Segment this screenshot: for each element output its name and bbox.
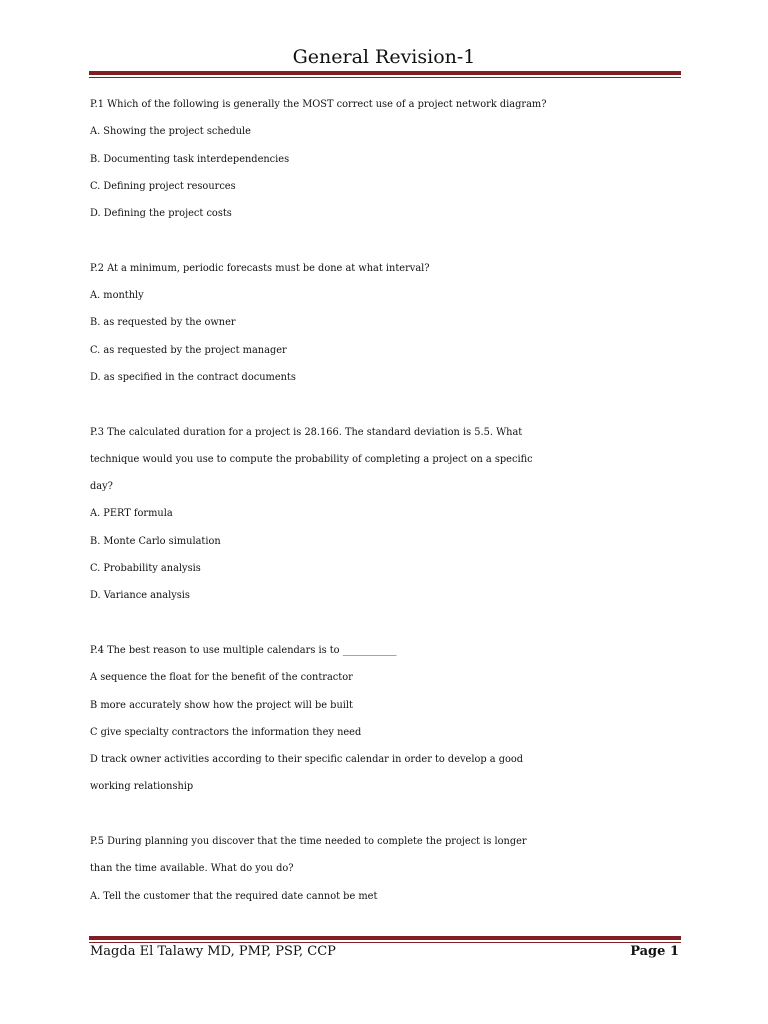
answer-option: B. as requested by the owner (90, 317, 236, 329)
answer-option: B. Documenting task interdependencies (90, 153, 290, 165)
question-text: technique would you use to compute the probability of completing a project on a specific (90, 453, 533, 465)
answer-option: A sequence the float for the benefit of the contractor (90, 672, 353, 684)
footer-rule (89, 936, 681, 943)
question-text: P.2 At a minimum, periodic forecasts must be done at what interval? (90, 262, 430, 274)
question-block (90, 255, 690, 391)
answer-option: working relationship (90, 781, 194, 793)
answer-option: A. Tell the customer that the required date cannot be met (90, 890, 378, 902)
answer-option: C. as requested by the project manager (90, 344, 287, 356)
document-body (90, 91, 690, 910)
answer-option: D. Defining the project costs (90, 208, 232, 220)
answer-option: A. monthly (90, 290, 144, 302)
page-title: General Revision-1 (292, 46, 476, 68)
question-block (90, 91, 690, 227)
answer-option: C. Probability analysis (90, 563, 201, 575)
answer-option: D. as specified in the contract documents (90, 371, 296, 383)
question-text: P.4 The best reason to use multiple calendars is to ___________ (90, 644, 397, 656)
answer-option: B more accurately show how the project will be built (90, 699, 353, 711)
answer-option: C give specialty contractors the information they need (90, 726, 362, 738)
question-text: P.1 Which of the following is generally the MOST correct use of a project network diagram? (90, 99, 547, 110)
question-text: day? (90, 481, 113, 493)
answer-option: A. Showing the project schedule (90, 126, 251, 138)
answer-option: D track owner activities according to their specific calendar in order to develop a good (90, 754, 524, 766)
question-text: than the time available. What do you do? (90, 863, 294, 875)
page-number: Page 1 (630, 944, 679, 959)
answer-option: D. Variance analysis (90, 590, 190, 602)
question-block (90, 828, 690, 910)
question-text: P.5 During planning you discover that the time needed to complete the project is longer (90, 836, 527, 848)
header-rule (89, 71, 681, 78)
answer-option: C. Defining project resources (90, 180, 236, 192)
question-block (90, 637, 690, 801)
question-text: P.3 The calculated duration for a project is 28.166. The standard deviation is 5.5. What (90, 426, 523, 438)
question-block (90, 419, 690, 610)
answer-option: B. Monte Carlo simulation (90, 535, 221, 547)
footer-author: Magda El Talawy MD, PMP, PSP, CCP (90, 944, 336, 959)
answer-option: A. PERT formula (90, 508, 173, 520)
